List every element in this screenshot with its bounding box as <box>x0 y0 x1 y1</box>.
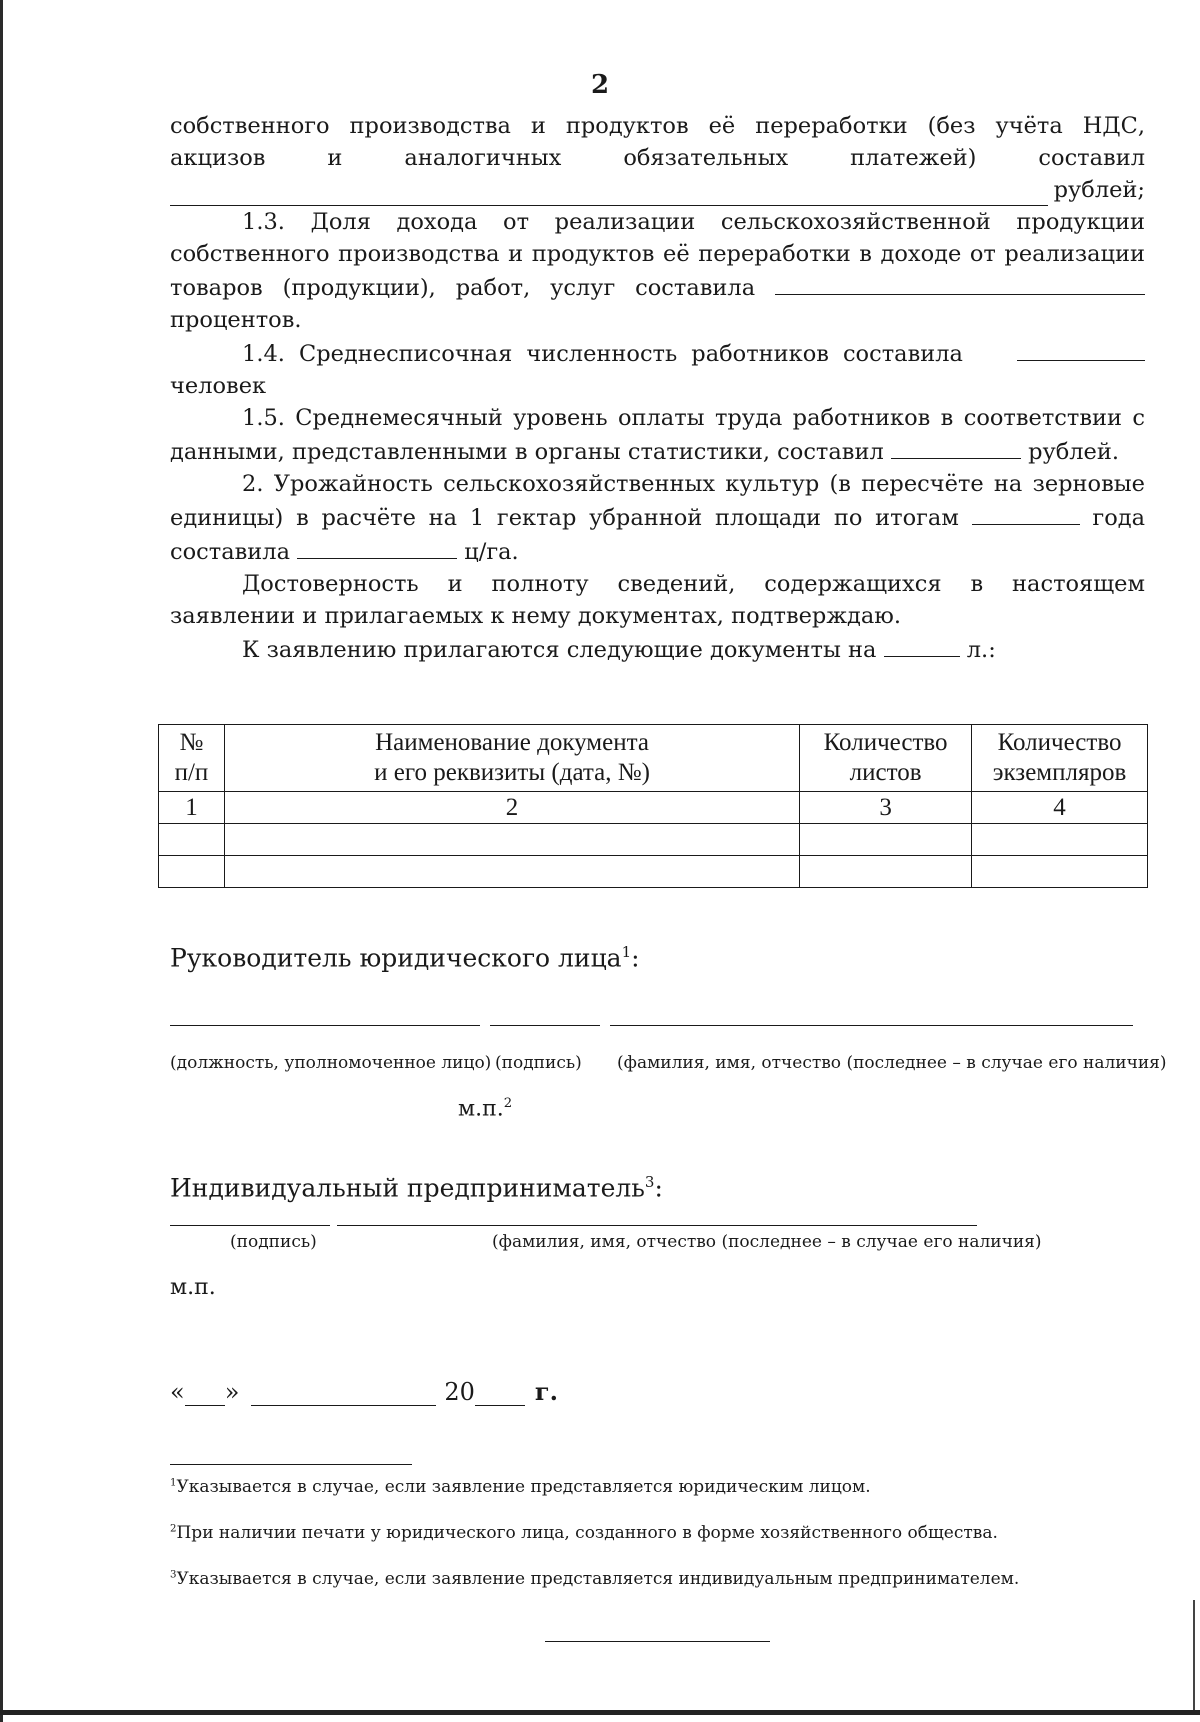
paragraph-2-text: 2. Урожайность сельскохозяйственных культур (в пересчёте на зерновые единицы) в расчёте на 1 гектар убранной площади по итогам <box>170 471 1145 531</box>
yield-blank[interactable] <box>297 534 457 559</box>
footnote-ref: 2 <box>503 1096 513 1111</box>
caption-full-name: (фамилия, имя, отчество (последнее – в случае его наличия) <box>617 1053 1167 1073</box>
attachments-end: л.: <box>966 637 996 663</box>
table-cell[interactable] <box>800 824 972 856</box>
footnote: $^3$Указывается в случае, если заявление представляется индивидуальным предпринимателем. <box>170 1569 1020 1589</box>
table-row <box>159 856 1148 888</box>
scan-edge-right <box>1193 1600 1195 1710</box>
table-cell[interactable] <box>159 856 225 888</box>
income-amount-blank[interactable] <box>170 179 1048 206</box>
table-cell[interactable] <box>972 856 1148 888</box>
paragraph-1-3 <box>170 206 1145 336</box>
paragraph-line: акцизов и аналогичных обязательных платежей) составил <box>170 145 1145 171</box>
year-abbrev: г. <box>534 1377 558 1406</box>
paragraph-2-composed: составила <box>170 539 290 565</box>
full-name-line[interactable] <box>610 1025 1133 1026</box>
year-blank[interactable] <box>972 500 1080 525</box>
year-prefix: 20 <box>444 1378 475 1406</box>
paragraph-1-5-end: рублей. <box>1028 439 1120 465</box>
footnote-ref: 3 <box>644 1173 655 1191</box>
scan-edge-bottom <box>0 1710 1200 1715</box>
share-percent-blank[interactable] <box>775 270 1145 295</box>
seal-mark: м.п.$^2$ <box>458 1096 513 1122</box>
paragraph-1-5 <box>170 402 1145 468</box>
table-header-row <box>159 725 1148 792</box>
attachments-table <box>158 724 1148 888</box>
paragraph-1-3-end: процентов. <box>170 307 302 333</box>
table-cell: 4 <box>972 792 1148 824</box>
position-line[interactable] <box>170 1025 480 1026</box>
footnote: $^2$При наличии печати у юридического лица, созданного в форме хозяйственного общества. <box>170 1523 998 1543</box>
table-cell[interactable] <box>800 856 972 888</box>
table-cell[interactable] <box>224 824 799 856</box>
paragraph-2-year-word: года <box>1092 505 1146 531</box>
page-number: 2 <box>590 70 610 100</box>
table-number-row <box>159 792 1148 824</box>
table-cell[interactable] <box>972 824 1148 856</box>
entrepreneur-name-line[interactable] <box>337 1225 977 1226</box>
paragraph-1-4 <box>170 336 1145 402</box>
table-cell[interactable] <box>224 856 799 888</box>
quote-open: « <box>170 1378 185 1406</box>
header-copies: Количество экземпляров <box>972 725 1148 792</box>
table-cell: 2 <box>224 792 799 824</box>
entrepreneur-signature-line[interactable] <box>170 1225 330 1226</box>
paragraph-1-4-text: 1.4. Среднесписочная численность работников составила <box>242 341 963 367</box>
header-number: № п/п <box>159 725 225 792</box>
salary-blank[interactable] <box>891 434 1021 459</box>
date-line <box>170 1377 558 1406</box>
footnote: $^1$Указывается в случае, если заявление представляется юридическим лицом. <box>170 1477 871 1497</box>
income-line <box>170 174 1145 206</box>
employee-count-blank[interactable] <box>1017 336 1145 361</box>
income-unit: рублей; <box>1053 177 1145 203</box>
table-row <box>159 824 1148 856</box>
year-suffix-blank[interactable] <box>475 1379 525 1406</box>
attachments-text: К заявлению прилагаются следующие документы на <box>242 637 877 663</box>
day-blank[interactable] <box>185 1379 225 1406</box>
month-blank[interactable] <box>251 1379 436 1406</box>
paragraph-1-3-text: 1.3. Доля дохода от реализации сельскохозяйственной продукции собственного производства и продуктов её переработки в доходе от реализации товаров (продукции), работ, услуг составила <box>170 209 1145 301</box>
paragraph-1-5-text: 1.5. Среднемесячный уровень оплаты труда работников в соответствии с данными, представленными в органы статистики, составил <box>170 405 1145 465</box>
confirmation-paragraph: Достоверность и полноту сведений, содержащихся в настоящем заявлении и прилагаемых к нему документах, подтверждаю. <box>170 571 1145 629</box>
sheets-count-blank[interactable] <box>884 632 960 657</box>
header-document-name: Наименование документа и его реквизиты (дата, №) <box>224 725 799 792</box>
caption-signature: (подпись) <box>230 1232 317 1252</box>
entrepreneur-title: Индивидуальный предприниматель$^3$: <box>170 1173 663 1203</box>
seal-mark: м.п. <box>170 1275 216 1300</box>
body-text <box>170 110 1145 666</box>
paragraph-1-4-end: человек <box>170 373 267 399</box>
footnote-separator <box>170 1464 412 1465</box>
caption-signature: (подпись) <box>495 1053 582 1073</box>
caption-position: (должность, уполномоченное лицо) <box>170 1053 492 1073</box>
attachments-paragraph <box>170 632 1145 666</box>
document-end-line <box>545 1641 770 1642</box>
footnote-ref: 1 <box>621 943 632 961</box>
table-cell[interactable] <box>159 824 225 856</box>
legal-entity-title: Руководитель юридического лица$^1$: <box>170 943 640 973</box>
paragraph-2-unit: ц/га. <box>464 539 519 565</box>
paragraph-2 <box>170 468 1145 568</box>
paragraph-line: собственного производства и продуктов её переработки (без учёта НДС, <box>170 113 1145 139</box>
signature-line[interactable] <box>490 1025 600 1026</box>
table-cell: 3 <box>800 792 972 824</box>
caption-full-name: (фамилия, имя, отчество (последнее – в случае его наличия) <box>492 1232 1042 1252</box>
quote-close: » <box>224 1378 240 1406</box>
scan-edge-left <box>0 0 3 1722</box>
header-sheets: Количество листов <box>800 725 972 792</box>
table-cell: 1 <box>159 792 225 824</box>
